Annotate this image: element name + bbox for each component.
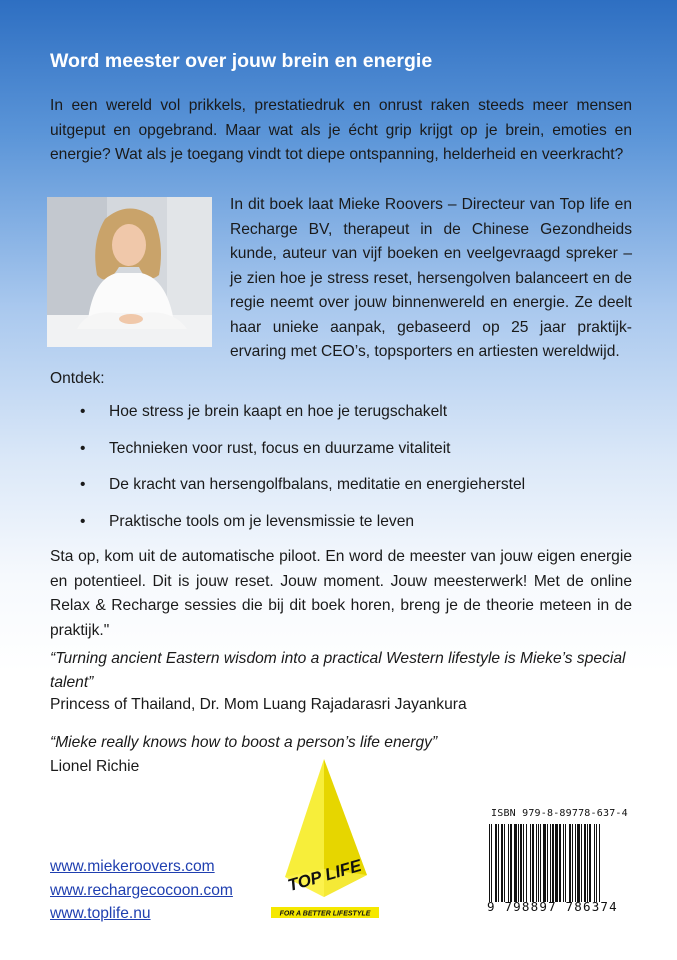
svg-text:TOP LIFE: TOP LIFE	[285, 856, 364, 896]
page-title: Word meester over jouw brein en energie	[50, 50, 433, 72]
top-life-logo	[265, 757, 387, 922]
discover-label: Ontdek:	[50, 370, 105, 387]
list-item-text: De kracht van hersengolfbalans, meditatie en energieherstel	[109, 476, 526, 493]
list-item: • Technieken voor rust, focus en duurzame vitaliteit	[50, 437, 630, 474]
svg-text:FOR A BETTER LIFESTYLE: FOR A BETTER LIFESTYLE	[279, 910, 371, 918]
barcode-bars	[489, 824, 635, 902]
list-item-text: Hoe stress je brein kaapt en hoe je terugschakelt	[109, 403, 448, 420]
testimonial-author: Princess of Thailand, Dr. Mom Luang Rajadarasri Jayankura	[50, 696, 467, 713]
isbn-label: ISBN 979-8-89778-637-4	[491, 808, 628, 819]
testimonial-quote: “Mieke really knows how to boost a person’s life energy”	[50, 734, 438, 751]
list-item-text: Technieken voor rust, focus en duurzame vitaliteit	[109, 439, 451, 457]
isbn-barcode	[487, 808, 637, 918]
testimonial-quote: “Turning ancient Eastern wisdom into a practical Western lifestyle is Mieke’s special talent”	[50, 650, 626, 691]
closing-paragraph: Sta op, kom uit de automatische piloot. En word de meester van jouw eigen energie en potentieel. Dit is jouw reset. Jouw moment. Jouw meesterwerk! Met de online Relax & Recharge sessies die bij dit boek horen, breng je de theorie meteen in de praktijk."	[50, 548, 632, 639]
discover-list	[50, 400, 630, 546]
website-link-miekeroovers[interactable]: www.miekeroovers.com	[50, 858, 215, 875]
intro-paragraph: In een wereld vol prikkels, prestatiedruk en onrust raken steeds meer mensen uitgeput en opgebrand. Maar wat als je écht grip krijgt op je brein, emoties en energie? Wat als je toegang vindt tot diepe ontspanning, helderheid en veerkracht?	[50, 97, 632, 163]
author-bio-paragraph: In dit boek laat Mieke Roovers – Directeur van Top life en Recharge BV, therapeut in de Chinese Gezondheids kunde, auteur van vijf boeken en veelgevraagd spreker – je zien hoe je stress reset, hersengolven balanceert en de regie neemt over jouw binnenwereld en energie. Ze deelt haar unieke aanpak, gebaseerd op 25 jaar praktijk-ervaring met CEO’s, topsporters en artiesten wereldwijd.	[230, 196, 632, 360]
author-photo	[47, 197, 212, 347]
website-link-toplife[interactable]: www.toplife.nu	[50, 905, 151, 922]
testimonial-author: Lionel Richie	[50, 758, 140, 775]
list-item: • De kracht van hersengolfbalans, meditatie en energieherstel	[50, 473, 630, 510]
list-item-text: Praktische tools om je levensmissie te leven	[109, 512, 415, 530]
barcode-number: 9 798897 786374	[487, 899, 618, 914]
list-item: • Praktische tools om je levensmissie te leven	[50, 510, 630, 547]
website-link-rechargecocoon[interactable]: www.rechargecocoon.com	[50, 882, 233, 899]
list-item: • Hoe stress je brein kaapt en hoe je terugschakelt	[50, 400, 630, 437]
